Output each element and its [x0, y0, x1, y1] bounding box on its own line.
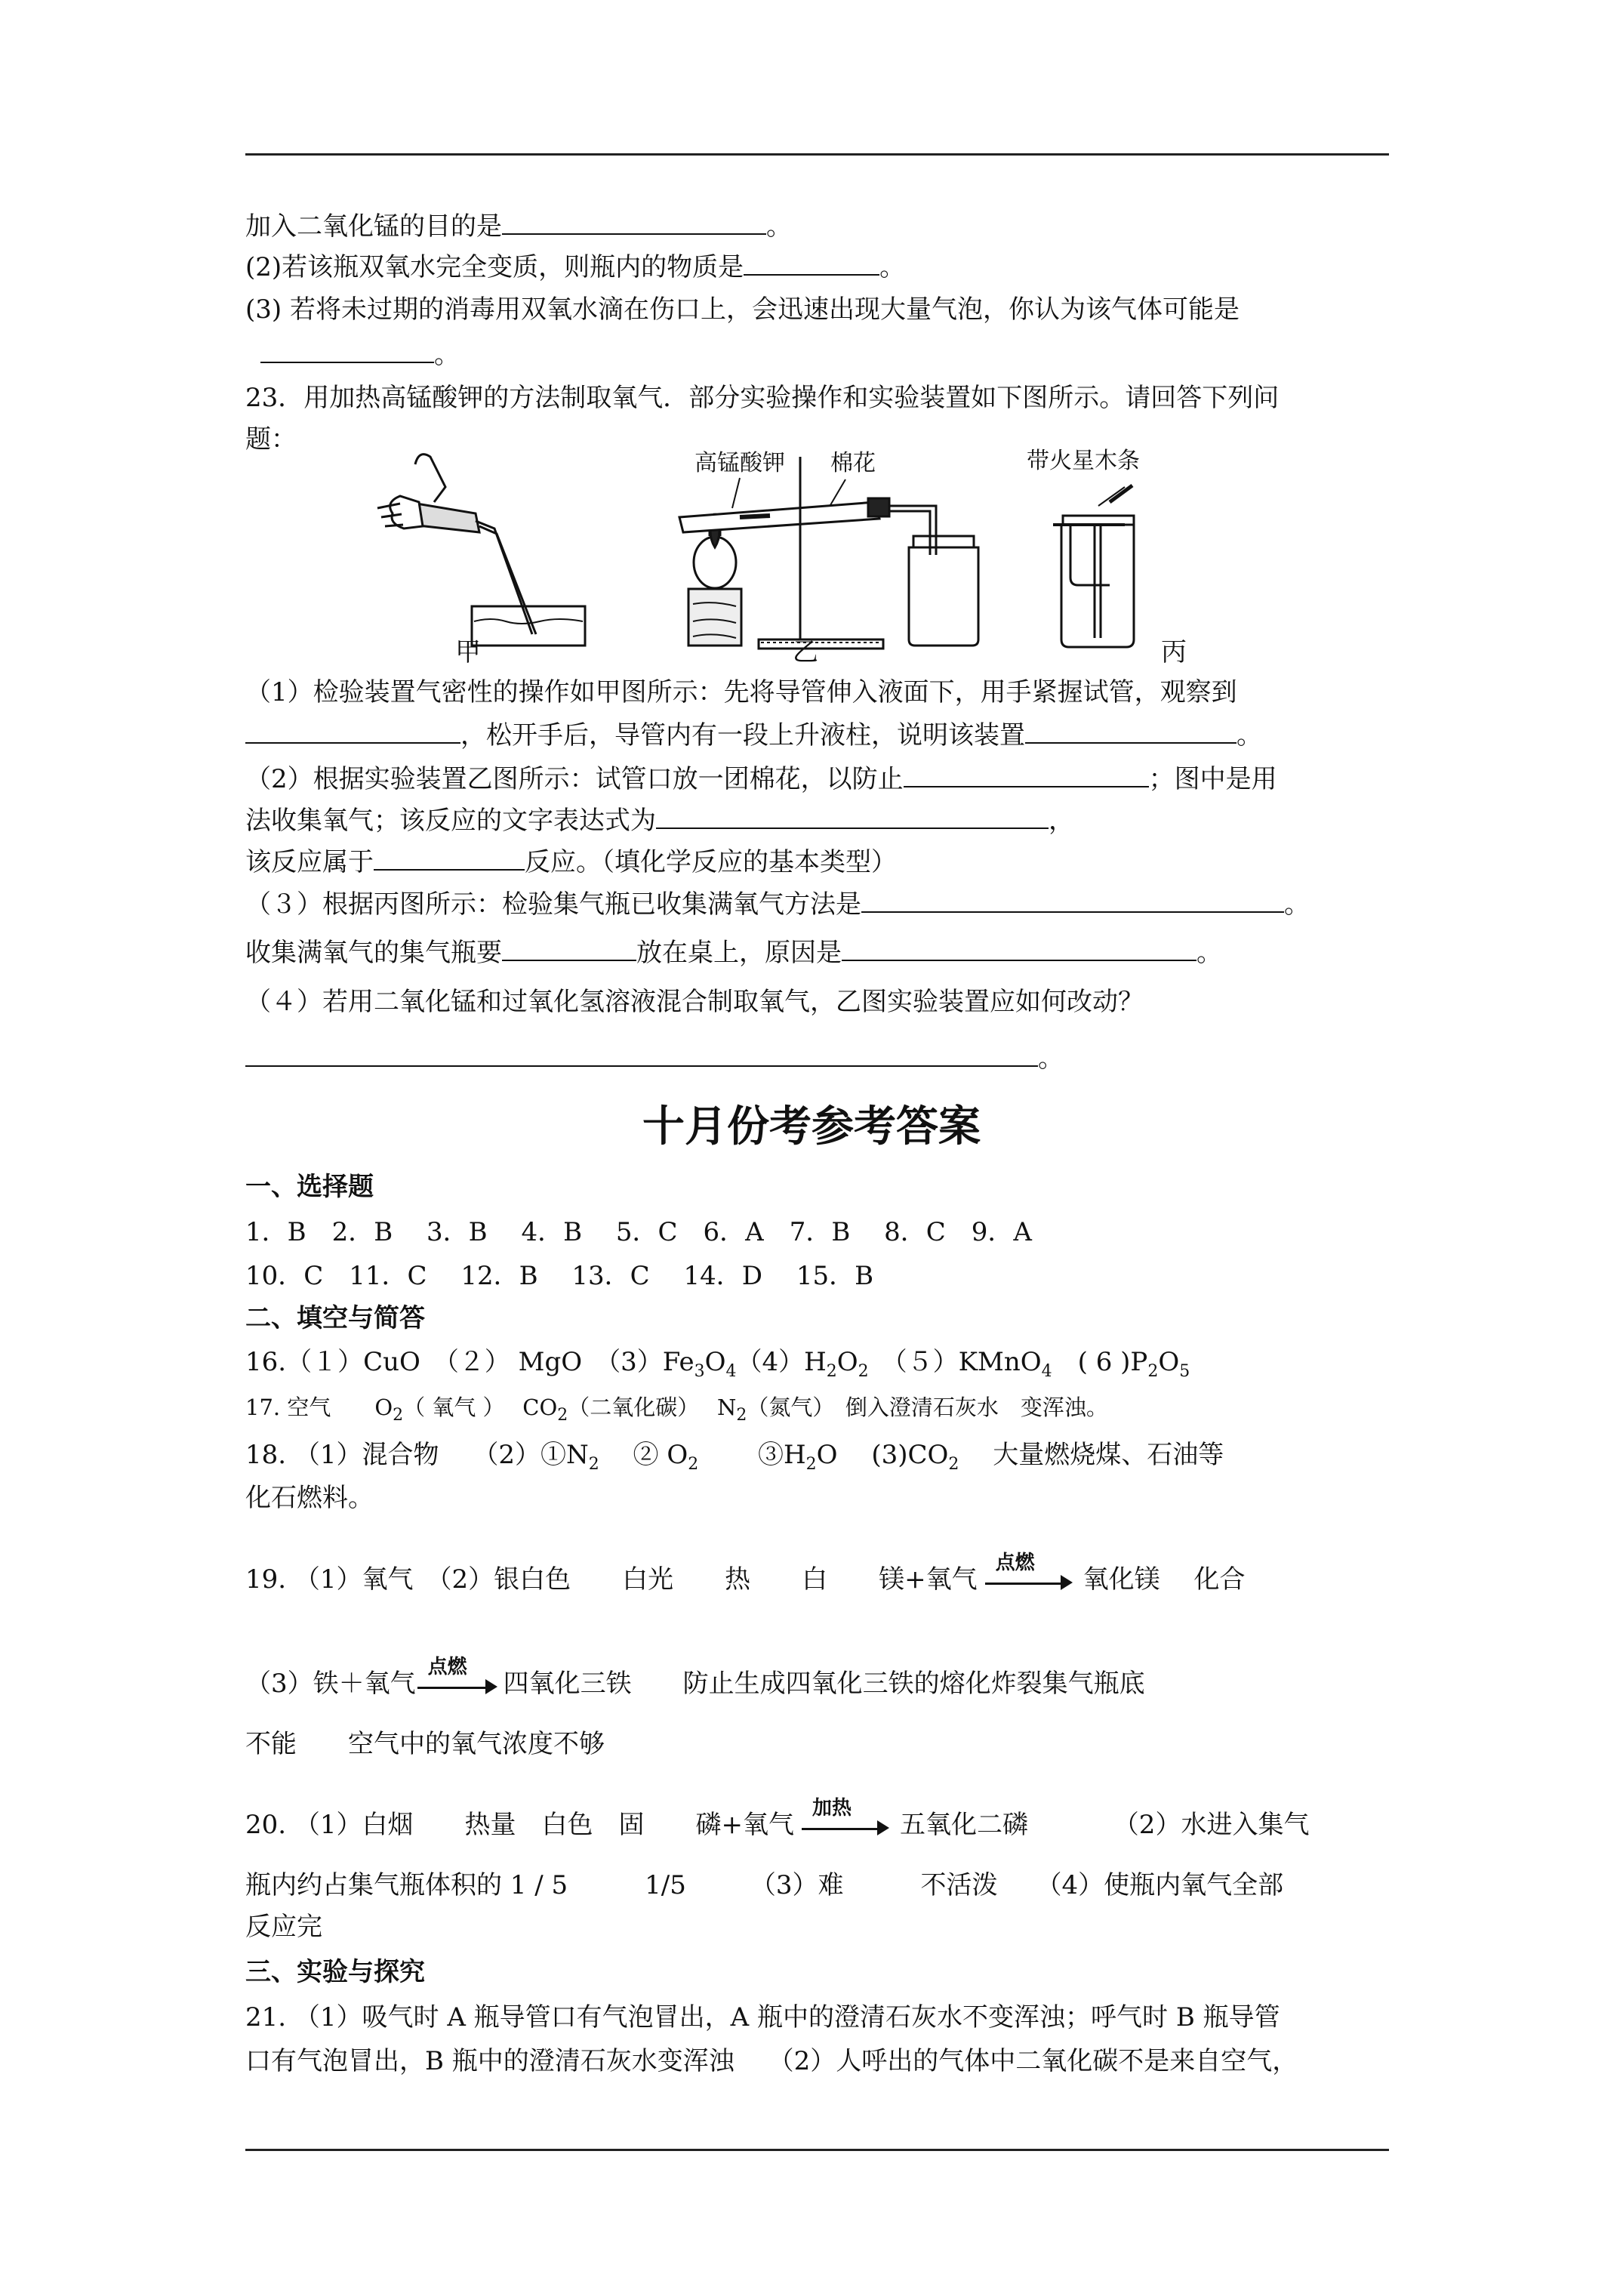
- answers-mc-line2: 10．C 11．C 12．B 13．C 14．D 15．B: [245, 1261, 874, 1291]
- section-choice: 一、选择题: [245, 1172, 374, 1202]
- q23-p4-end: 。: [1038, 1043, 1064, 1074]
- apparatus-figure: [347, 442, 1193, 653]
- answer-18: 18. （1）混合物 $(2)①N_2$ ② $O_2$ $③H_2O$ $(3)CO_2$ 大量燃烧煤、石油等: [245, 1440, 1224, 1474]
- answer-21-line2: 口有气泡冒出，B 瓶中的澄清石灰水变浑浊 （2）人呼出的气体中二氧化碳不是来自空气，: [245, 2046, 1298, 2076]
- q22-line3: (3) 若将未过期的消毒用双氧水滴在伤口上，会迅速出现大量气泡，你认为该气体可能是: [245, 294, 1240, 325]
- answer-blank[interactable]: [245, 1043, 1038, 1067]
- q22-line1-text: 加入二氧化锰的目的是: [245, 211, 502, 242]
- reaction-arrow: 加热: [802, 1811, 892, 1841]
- answer-18-line2: 化石燃料。: [245, 1483, 374, 1513]
- q23-p4-line1: （４）若用二氧化锰和过氧化氢溶液混合制取氧气，乙图实验装置应如何改动？: [245, 987, 1144, 1017]
- answer-17: 17. 空气 $O_2$（ 氧气 ） $CO_2$（二氧化碳） $N_2$（氮气） 倒入澄清石灰水 变浑浊。: [245, 1395, 1108, 1425]
- caption-bing: 丙: [1161, 637, 1187, 667]
- header-rule: [245, 153, 1389, 156]
- answer-blank[interactable]: [374, 846, 525, 871]
- q23-p1-line1: （1）检验装置气密性的操作如甲图所示：先将导管伸入液面下，用手紧握试管，观察到: [245, 677, 1237, 707]
- reaction-arrow: 点燃: [417, 1670, 500, 1700]
- q23-p2-text-a: （2）根据实验装置乙图所示：试管口放一团棉花，以防止: [245, 764, 904, 794]
- answer-blank[interactable]: [656, 805, 1049, 829]
- q23-p3-line2: [245, 936, 1222, 969]
- answer-blank[interactable]: [861, 889, 1284, 913]
- label-kmno4: 高锰酸钾: [694, 450, 785, 476]
- label-cotton: 棉花: [830, 450, 876, 476]
- q23-p2-text-f: 反应。（填化学反应的基本类型）: [525, 847, 897, 877]
- q22-line2: [245, 251, 905, 284]
- q23-p2-text-e: 该反应属于: [245, 847, 374, 877]
- answer-20-line3: 反应完: [245, 1912, 322, 1942]
- q22-line1-end: 。: [766, 211, 792, 242]
- q22-line2-text: (2)若该瓶双氧水完全变质，则瓶内的物质是: [245, 252, 744, 282]
- q23-p4-line2: [245, 1042, 1064, 1075]
- answer-19-line2: （3）铁＋氧气 点燃 四氧化三铁 防止生成四氧化三铁的熔化炸裂集气瓶底: [245, 1656, 1145, 1699]
- q23-p3-text-e: 。: [1196, 938, 1222, 968]
- q23-p1-line2: [245, 719, 1262, 752]
- q22-line2-end: 。: [879, 252, 906, 282]
- caption-jia: 甲: [455, 637, 481, 667]
- q22-line4-end: 。: [434, 340, 460, 370]
- answer-blank[interactable]: [502, 937, 636, 961]
- answer-blank[interactable]: [842, 937, 1196, 961]
- q23-p3-text-c: 收集满氧气的集气瓶要: [245, 938, 502, 968]
- q22-line1: [245, 210, 792, 243]
- answer-19: 19. （1）氧气 （2）银白色 白光 热 白 镁+氧气 点燃 氧化镁 化合: [245, 1552, 1246, 1595]
- q23-p1-end: 。: [1236, 720, 1262, 750]
- q23-p3-text-b: 。: [1284, 889, 1310, 920]
- answer-20: 20. （1）白烟 热量 白色 固 磷+氧气 加热 五氧化二磷 （2）水进入集气: [245, 1797, 1310, 1840]
- q23-p2-line1: [245, 763, 1277, 796]
- answer-blank[interactable]: [245, 720, 460, 744]
- q23-p3-text-a: （３）根据丙图所示：检验集气瓶已收集满氧气方法是: [245, 889, 861, 920]
- figure-yi-heating-setup: [679, 450, 978, 649]
- answer-16: 16.（１）CuO （２） MgO $(3)Fe_3O_4(4)H_2O_2$ （５）KMnO$_4$ ( 6 )$P_2O_5$: [245, 1347, 1190, 1381]
- reaction-arrow: 点燃: [985, 1566, 1076, 1596]
- q23-p1-text: ，松开手后，导管内有一段上升液柱，说明该装置: [460, 720, 1025, 750]
- section-experiment: 三、实验与探究: [245, 1957, 425, 1987]
- answer-20-line2: 瓶内约占集气瓶体积的 1 / 5 1/5 （3）难 不活泼 （4）使瓶内氧气全部: [245, 1870, 1284, 1900]
- answer-blank[interactable]: [502, 211, 766, 235]
- answer-blank[interactable]: [744, 251, 879, 276]
- answers-mc-line1: 1．B 2．B 3．B 4．B 5．C 6．A 7．B 8．C 9．A: [245, 1217, 1032, 1247]
- figure-bing-test-full: [1027, 448, 1140, 647]
- answer-blank[interactable]: [904, 763, 1149, 787]
- answer-21-line1: 21. （1）吸气时 A 瓶导管口有气泡冒出，A 瓶中的澄清石灰水不变浑浊；呼气时 B 瓶导管: [245, 2002, 1280, 2032]
- q23-p2-text-b: ；图中是用: [1148, 764, 1277, 794]
- q23-p2-text-d: ，: [1049, 806, 1074, 836]
- figure-jia-airtightness: [377, 455, 585, 646]
- caption-yi: 乙: [793, 637, 818, 667]
- q23-p2-text-c: 法收集氧气；该反应的文字表达式为: [245, 806, 656, 836]
- label-splint: 带火星木条: [1027, 448, 1140, 474]
- answer-19-line3: 不能 空气中的氧气浓度不够: [245, 1729, 605, 1759]
- answers-title: 十月份考参考答案: [642, 1102, 981, 1151]
- q23-intro-line1: 23．用加热高锰酸钾的方法制取氧气．部分实验操作和实验装置如下图所示。请回答下列问: [245, 383, 1280, 413]
- footer-rule: [245, 2149, 1389, 2151]
- q23-p2-line2: [245, 804, 1074, 837]
- q23-intro-line2: 题：: [245, 424, 297, 455]
- q23-p3-text-d: 放在桌上，原因是: [636, 938, 842, 968]
- answer-blank[interactable]: [260, 339, 434, 363]
- q23-p3-line1: [245, 888, 1310, 921]
- section-fill: 二、填空与简答: [245, 1303, 425, 1333]
- answer-blank[interactable]: [1025, 720, 1236, 744]
- q23-p2-line3: [245, 846, 897, 879]
- q22-line4: [245, 338, 460, 371]
